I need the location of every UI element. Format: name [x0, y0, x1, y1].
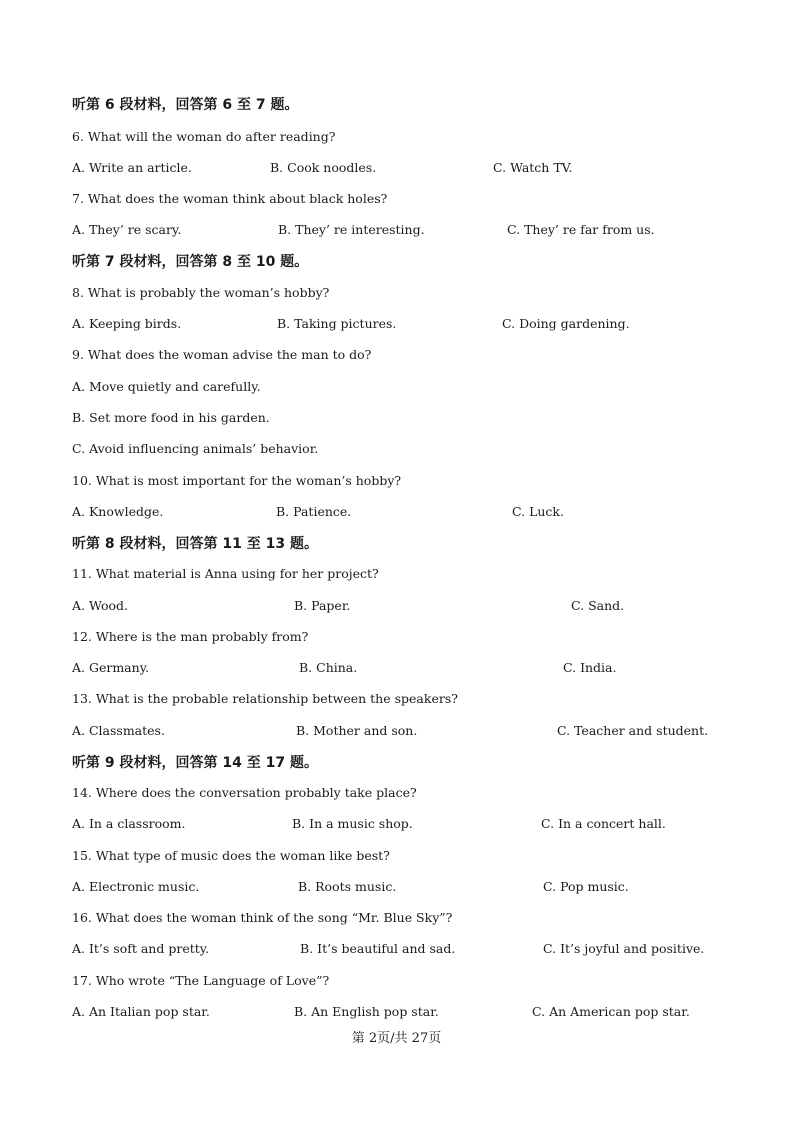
option-a: A. They’ re scary. — [72, 222, 182, 237]
option-a: A. In a classroom. — [72, 816, 186, 831]
option-c: C. Pop music. — [543, 879, 629, 894]
option-a: A. Electronic music. — [72, 879, 200, 894]
question-text: 14. Where does the conversation probably take place? — [72, 785, 417, 800]
option-a: A. Move quietly and carefully. — [72, 379, 261, 394]
option-a: A. Write an article. — [72, 160, 192, 175]
option-b: B. China. — [299, 660, 358, 675]
section-heading: 听第 7 段材料，回答第 8 至 10 题。 — [72, 254, 309, 270]
section-heading: 听第 8 段材料，回答第 11 至 13 题。 — [72, 536, 318, 552]
question-text: 6. What will the woman do after reading? — [72, 129, 336, 144]
option-b: B. An English pop star. — [294, 1004, 439, 1019]
option-a: A. An Italian pop star. — [72, 1004, 210, 1019]
option-b: B. They’ re interesting. — [278, 222, 425, 237]
section-heading: 听第 6 段材料，回答第 6 至 7 题。 — [72, 97, 299, 113]
option-b: B. Taking pictures. — [277, 316, 397, 331]
section-heading: 听第 9 段材料，回答第 14 至 17 题。 — [72, 755, 318, 771]
question-text: 16. What does the woman think of the song “Mr. Blue Sky”? — [72, 910, 453, 925]
option-a: A. Knowledge. — [72, 504, 164, 519]
question-text: 9. What does the woman advise the man to do? — [72, 347, 372, 362]
option-b: B. Roots music. — [298, 879, 397, 894]
question-text: 11. What material is Anna using for her project? — [72, 566, 379, 581]
option-b: B. It’s beautiful and sad. — [300, 941, 456, 956]
option-b: B. In a music shop. — [292, 816, 413, 831]
option-b: B. Paper. — [294, 598, 351, 613]
option-b: B. Mother and son. — [296, 723, 418, 738]
option-b: B. Set more food in his garden. — [72, 410, 270, 425]
option-c: C. Watch TV. — [493, 160, 573, 175]
option-c: C. Teacher and student. — [557, 723, 709, 738]
option-c: C. An American pop star. — [532, 1004, 690, 1019]
option-c: C. They’ re far from us. — [507, 222, 655, 237]
option-b: B. Patience. — [276, 504, 352, 519]
option-a: A. It’s soft and pretty. — [72, 941, 210, 956]
option-a: A. Classmates. — [72, 723, 165, 738]
option-c: C. Luck. — [512, 504, 564, 519]
question-text: 15. What type of music does the woman like best? — [72, 848, 390, 863]
question-text: 17. Who wrote “The Language of Love”? — [72, 973, 330, 988]
option-c: C. In a concert hall. — [541, 816, 666, 831]
option-c: C. Sand. — [571, 598, 625, 613]
option-a: A. Keeping birds. — [72, 316, 182, 331]
question-text: 8. What is probably the woman’s hobby? — [72, 285, 330, 300]
option-c: C. India. — [563, 660, 617, 675]
option-a: A. Germany. — [72, 660, 150, 675]
question-text: 7. What does the woman think about black holes? — [72, 191, 388, 206]
option-c: C. Avoid influencing animals’ behavior. — [72, 441, 319, 456]
option-c: C. It’s joyful and positive. — [543, 941, 705, 956]
option-a: A. Wood. — [72, 598, 128, 613]
question-text: 13. What is the probable relationship between the speakers? — [72, 691, 458, 706]
option-c: C. Doing gardening. — [502, 316, 630, 331]
option-b: B. Cook noodles. — [270, 160, 377, 175]
question-text: 10. What is most important for the woman’s hobby? — [72, 473, 402, 488]
page-footer: 第 2页/共 27页 — [351, 1031, 442, 1046]
question-text: 12. Where is the man probably from? — [72, 629, 309, 644]
